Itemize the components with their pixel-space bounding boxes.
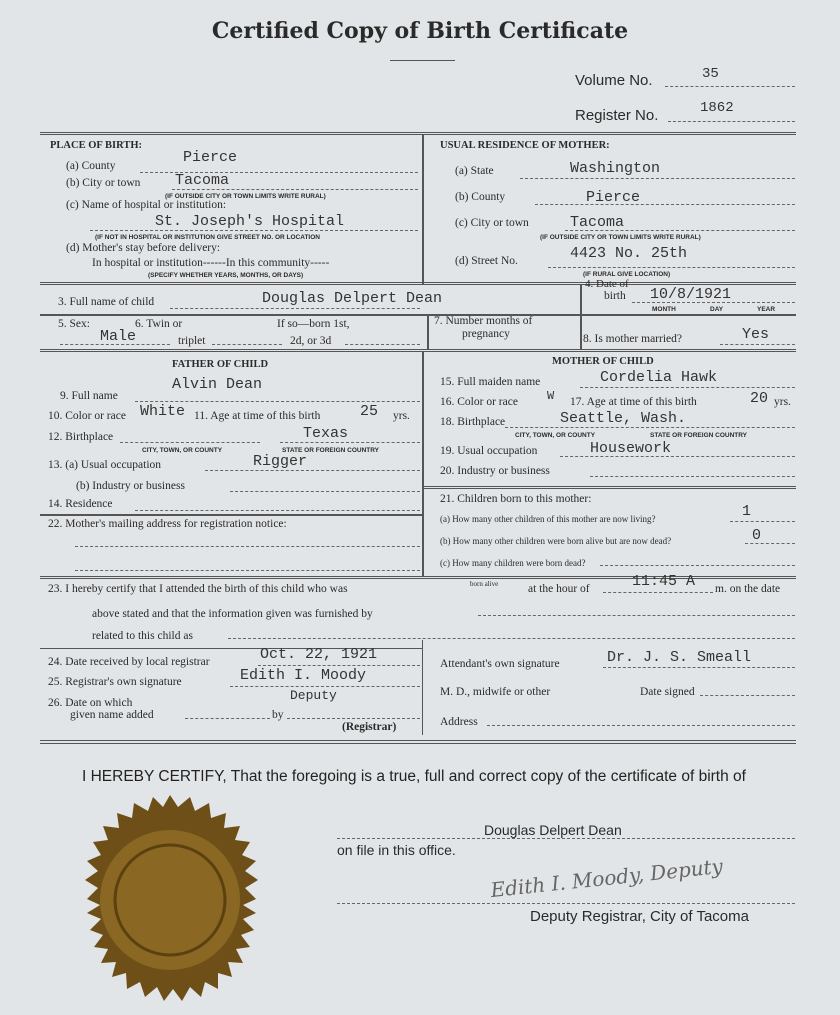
res-city-value: Tacoma [570,214,625,231]
date-added-label: 26. Date on which [48,697,133,709]
father-name-label: 9. Full name [60,390,118,402]
certify-line-3: related to this child as [92,630,193,642]
date-signed-label: Date signed [640,686,695,698]
register-label: Register No. [575,107,659,124]
married-label: 8. Is mother married? [583,333,682,345]
pob-city-value: Tacoma [175,172,230,189]
mother-age-label: 17. Age at time of this birth [570,396,697,408]
father-occupation-label: 13. (a) Usual occupation [48,459,162,471]
certify-line-2: above stated and that the information given was furnished by [92,608,373,620]
res-county-value: Pierce [586,189,641,206]
father-yrs-label: yrs. [393,410,410,422]
pob-hospital-note: (IF NOT IN HOSPITAL OR INSTITUTION GIVE STREET NO. OR LOCATION [95,234,320,241]
by-label: by [272,709,284,721]
address-label: Address [440,716,478,728]
dob-label: 4. Date of [585,278,629,290]
date-added-label-2: given name added [70,709,154,721]
res-street-value: 4423 No. 25th [570,245,688,262]
attendant-signature-value: Dr. J. S. Smeall [607,649,752,666]
res-city-note: (IF OUTSIDE CITY OR TOWN LIMITS WRITE RURAL) [540,234,701,241]
mother-yrs-label: yrs. [774,396,791,408]
dob-label-2: birth [604,290,626,302]
pob-city-note: (IF OUTSIDE CITY OR TOWN LIMITS WRITE RURAL) [165,193,326,200]
pob-hospital-label: (c) Name of hospital or institution: [66,199,227,211]
dead-value: 0 [752,527,762,544]
mother-age-value: 20 [750,390,769,407]
volume-value: 35 [702,66,719,82]
pob-stay-label: (d) Mother's stay before delivery: [66,242,221,254]
living-label: (a) How many other children of this mother are now living? [440,514,656,524]
dob-day-note: DAY [710,306,724,313]
mother-occupation-label: 19. Usual occupation [440,445,538,457]
father-race-label: 10. Color or race [48,410,126,422]
on-file-text: on file in this office. [337,842,456,858]
triplet-label: triplet [178,335,206,347]
page-title: Certified Copy of Birth Certificate [211,18,629,44]
dob-value: 10/8/1921 [650,286,732,303]
received-label: 24. Date received by local registrar [48,656,210,668]
received-value: Oct. 22, 1921 [260,646,378,663]
order-label: 2d, or 3d [290,335,332,347]
born-order-label: If so—born 1st, [277,318,350,330]
father-age-label: 11. Age at time of this birth [194,410,321,422]
pob-stay-note: (SPECIFY WHETHER YEARS, MONTHS, OR DAYS) [148,272,304,279]
mother-name-value: Cordelia Hawk [600,369,718,386]
mother-note-city: CITY, TOWN, OR COUNTY [515,432,596,439]
pob-county-label: (a) County [66,160,116,172]
res-state-label: (a) State [455,165,494,177]
months-label-2: pregnancy [462,328,510,340]
mother-note-state: STATE OR FOREIGN COUNTRY [650,432,748,439]
pob-hospital-value: St. Joseph's Hospital [155,213,345,230]
father-age-value: 25 [360,403,379,420]
child-name-value: Douglas Delpert Dean [262,290,443,307]
father-industry-label: (b) Industry or business [76,480,185,492]
father-birthplace-state: Texas [303,425,349,442]
res-county-label: (b) County [455,191,506,203]
register-value: 1862 [700,100,734,116]
dead-label: (b) How many other children were born alive but are now dead? [440,536,672,546]
children-label: 21. Children born to this mother: [440,493,592,505]
living-value: 1 [742,503,752,520]
registrar-signature-label: 25. Registrar's own signature [48,676,182,688]
attendant-signature-label: Attendant's own signature [440,658,560,670]
res-street-note: (IF RURAL GIVE LOCATION) [583,271,671,278]
twin-label: 6. Twin or [135,318,183,330]
dob-year-note: YEAR [757,306,776,313]
father-race-value: White [140,403,186,420]
stillborn-label: (c) How many children were born dead? [440,558,586,568]
hour-suffix: m. on the date [715,583,781,595]
place-of-birth-heading: PLACE OF BIRTH: [50,140,142,151]
volume-label: Volume No. [575,72,653,89]
mother-race-label: 16. Color or race [440,396,518,408]
deputy-signature: Edith I. Moody, Deputy [489,853,724,903]
deputy-registrar-title: Deputy Registrar, City of Tacoma [530,908,749,925]
mother-heading: MOTHER OF CHILD [552,356,654,367]
pob-county-value: Pierce [183,149,238,166]
pob-stay-line: In hospital or institution------In this community----- [92,257,330,269]
father-occupation-value: Rigger [253,453,308,470]
born-alive-option: born alive [470,580,499,588]
mother-race-value: W [547,389,555,403]
father-heading: FATHER OF CHILD [172,359,269,370]
mother-birthplace-value: Seattle, Wash. [560,410,687,427]
gold-seal-icon [60,795,280,1015]
months-label: 7. Number months of [434,315,533,327]
mother-birthplace-label: 18. Birthplace [440,416,506,428]
child-name-label: 3. Full name of child [58,296,155,308]
married-value: Yes [742,326,770,343]
res-street-label: (d) Street No. [455,255,518,267]
sex-value: Male [100,328,137,345]
father-birthplace-label: 12. Birthplace [48,431,114,443]
mother-industry-label: 20. Industry or business [440,465,550,477]
hour-label: at the hour of [528,583,590,595]
registrar-label: (Registrar) [342,721,397,733]
res-city-label: (c) City or town [455,217,529,229]
father-residence-label: 14. Residence [48,498,113,510]
res-state-value: Washington [570,160,661,177]
registrar-signature-title: Deputy [290,688,337,703]
registrar-signature-value: Edith I. Moody [240,667,367,684]
father-note-state: STATE OR FOREIGN COUNTRY [282,447,380,454]
dob-month-note: MONTH [652,306,676,313]
pob-city-label: (b) City or town [66,177,141,189]
mailing-address-label: 22. Mother's mailing address for registration notice: [48,518,287,530]
sex-label: 5. Sex: [58,318,90,330]
certify-line-1: 23. I hereby certify that I attended the birth of this child who was [48,583,348,595]
mother-occupation-value: Housework [590,440,672,457]
md-label: M. D., midwife or other [440,686,551,698]
residence-heading: USUAL RESIDENCE OF MOTHER: [440,140,610,151]
footer-child-name: Douglas Delpert Dean [484,822,622,838]
mother-name-label: 15. Full maiden name [440,376,541,388]
certify-statement: I HEREBY CERTIFY, That the foregoing is a true, full and correct copy of the certificate of birth of [82,768,746,785]
father-note-city: CITY, TOWN, OR COUNTY [142,447,223,454]
hour-value: 11:45 A [632,573,696,590]
father-name-value: Alvin Dean [172,376,263,393]
